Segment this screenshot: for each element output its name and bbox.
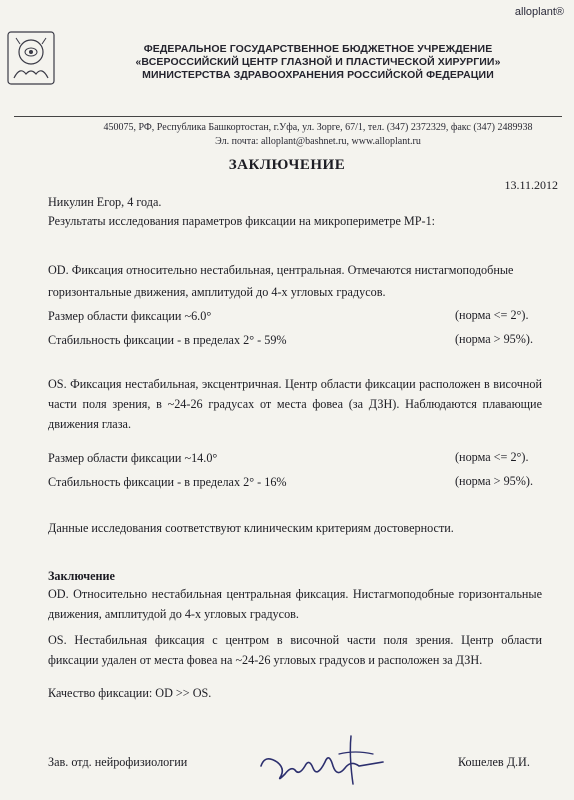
patient-info: Никулин Егор, 4 года. <box>48 195 162 209</box>
contacts-separator: , <box>346 136 352 147</box>
brand-mark: alloplant® <box>514 6 564 18</box>
contacts-line <box>62 136 574 147</box>
criteria-statement: Данные исследования соответствуют клиническим критериям достоверности. <box>48 521 454 535</box>
os-fixation-size: Размер области фиксации ~14.0° <box>48 451 218 465</box>
header-line-1: ФЕДЕРАЛЬНОЕ ГОСУДАРСТВЕННОЕ БЮДЖЕТНОЕ УЧРЕЖДЕНИЕ <box>143 43 493 55</box>
institution-emblem-icon <box>6 30 56 86</box>
os-finding: OS. Фиксация нестабильная, эксцентричная. Центр области фиксации расположен в височной части поля зрения, в ~24-26 градусах от места фовеа (за ДЗН). Наблюдаются плавающие движения глаза. <box>48 377 542 431</box>
fixation-quality: Качество фиксации: OD >> OS. <box>48 686 212 700</box>
os-stability-norm: (норма > 95%). <box>455 474 534 488</box>
email-link[interactable]: alloplant@bashnet.ru <box>260 136 347 147</box>
od-fixation-size: Размер области фиксации ~6.0° <box>48 309 212 323</box>
address-line: 450075, РФ, Республика Башкортостан, г.Уфа, ул. Зорге, 67/1, тел. (347) 2372329, факс (347) 2489938 <box>103 122 533 133</box>
header-rule <box>14 116 562 117</box>
conclusion-od: OD. Относительно нестабильная центральная фиксация. Нистагмоподобные горизонтальные движения, амплитудой до 4-х угловых градусов. <box>48 587 542 621</box>
document-date: 13.11.2012 <box>504 178 558 192</box>
conclusion-heading: Заключение <box>48 569 115 583</box>
os-size-norm: (норма <= 2°). <box>455 450 529 464</box>
email-label: Эл. почта: <box>215 136 261 147</box>
od-finding-line-2: горизонтальные движения, амплитудой до 4-х угловых градусов. <box>48 285 386 299</box>
header-line-3: МИНИСТЕРСТВА ЗДРАВООХРАНЕНИЯ РОССИЙСКОЙ ФЕДЕРАЦИИ <box>142 69 494 81</box>
od-size-norm: (норма <= 2°). <box>455 308 529 322</box>
od-finding-line-1: OD. Фиксация относительно нестабильная, центральная. Отмечаются нистагмоподобные <box>48 263 514 277</box>
header-line-2: «ВСЕРОССИЙСКИЙ ЦЕНТР ГЛАЗНОЙ И ПЛАСТИЧЕСКОЙ ХИРУРГИИ» <box>135 56 501 68</box>
conclusion-os: OS. Нестабильная фиксация с центром в височной части поля зрения. Центр области фиксации удален от места фовеа на ~24-26 угловых градусов и расположен за ДЗН. <box>48 633 542 667</box>
document-title: ЗАКЛЮЧЕНИЕ <box>228 157 346 173</box>
od-fixation-stability: Стабильность фиксации - в пределах 2° - 59% <box>48 333 287 347</box>
website-link[interactable]: www.alloplant.ru <box>351 136 421 147</box>
study-intro: Результаты исследования параметров фиксации на микропериметре МР-1: <box>48 214 436 228</box>
signer-name: Кошелев Д.И. <box>458 755 530 769</box>
os-fixation-stability: Стабильность фиксации - в пределах 2° - 16% <box>48 475 287 489</box>
od-stability-norm: (норма > 95%). <box>455 332 534 346</box>
signer-position: Зав. отд. нейрофизиологии <box>48 755 188 769</box>
handwritten-signature-icon <box>255 732 395 788</box>
